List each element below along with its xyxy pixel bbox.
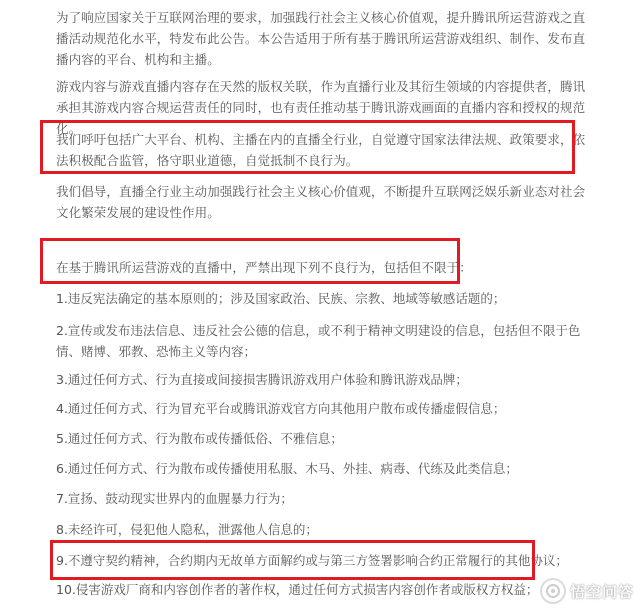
- list-item-10: 10.侵害游戏厂商和内容创作者的著作权，通过任何方式损害内容创作者或版权方权益；: [56, 582, 539, 597]
- list-item-7: 7.宣扬、鼓动现实世界内的血腥暴力行为；: [56, 491, 293, 506]
- watermark-text: 悟空问答: [569, 582, 634, 601]
- list-item-3: 3.通过任何方式、行为直接或间接损害腾讯游戏用户体验和腾讯游戏品牌；: [56, 372, 468, 387]
- list-item-5: 5.通过任何方式、行为散布或传播低俗、不雅信息；: [56, 431, 343, 446]
- list-item-9: 9.不遵守契约精神，合约期内无故单方面解约或与第三方签署影响合约正常履行的其他协议；: [56, 553, 568, 568]
- advocacy-paragraph: 我们倡导，直播全行业主动加强践行社会主义核心价值观，不断提升互联网泛娱乐新业态对社会文化繁荣发展的建设性作用。: [56, 184, 586, 220]
- list-item-4: 4.通过任何方式、行为冒充平台或腾讯游戏官方向其他用户散布或传播虚假信息；: [56, 401, 506, 416]
- appeal-paragraph: 我们呼吁包括广大平台、机构、主播在内的直播全行业，自觉遵守国家法律法规、政策要求，依法积极配合监管，恪守职业道德，自觉抵制不良行为。: [56, 132, 586, 168]
- prohibited-intro-paragraph: 在基于腾讯所运营游戏的直播中，严禁出现下列不良行为，包括但不限于：: [56, 260, 472, 275]
- list-item-2: 2.宣传或发布违法信息、违反社会公德的信息，或不利于精神文明建设的信息，包括但不限于色情、赌博、邪教、恐怖主义等内容；: [56, 323, 581, 359]
- list-item-8: 8.未经许可，侵犯他人隐私，泄露他人信息的；: [56, 522, 318, 537]
- wukong-logo-icon: [540, 578, 566, 604]
- list-item-1: 1.违反宪法确定的基本原则的；涉及国家政治、民族、宗教、地域等敏感话题的；: [56, 291, 506, 306]
- watermark: [540, 578, 634, 604]
- copyright-paragraph: 游戏内容与游戏直播内容存在天然的版权关联，作为直播行业及其衍生领域的内容提供者，腾讯承担其游戏内容合规运营责任的同时，也有责任推动基于腾讯游戏画面的直播内容和授权的规范化。: [56, 79, 586, 136]
- intro-paragraph: 为了响应国家关于互联网治理的要求，加强践行社会主义核心价值观，提升腾讯所运营游戏之直播活动规范化水平，特发布此公告。本公告适用于所有基于腾讯所运营游戏组织、制作、发布直播内容的平台、机构和主播。: [56, 10, 586, 67]
- list-item-6: 6.通过任何方式、行为散布或传播使用私服、木马、外挂、病毒、代练及此类信息；: [56, 461, 518, 476]
